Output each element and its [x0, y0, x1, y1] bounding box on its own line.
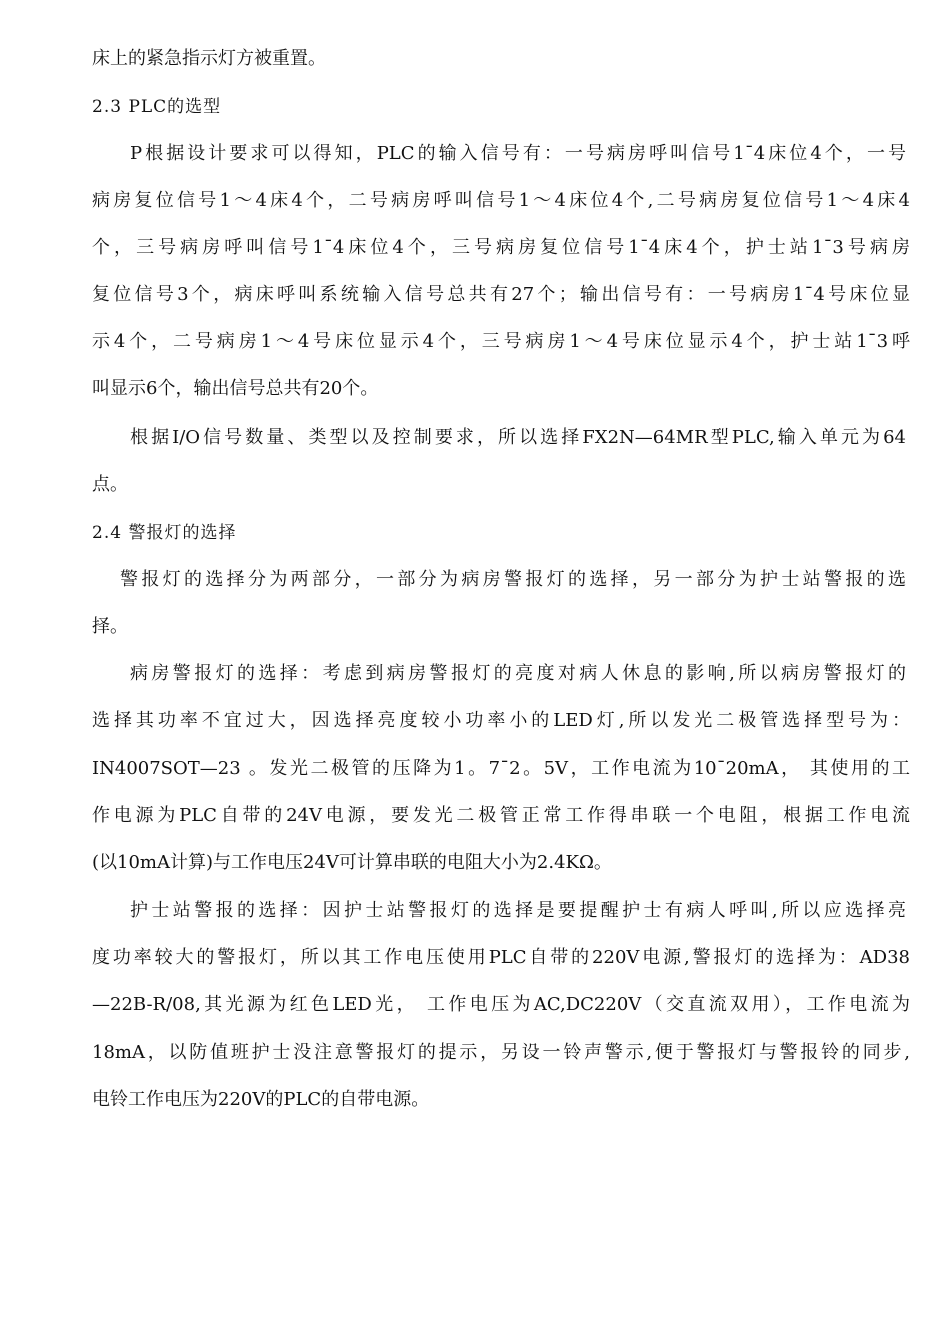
paragraph-line: P根据设计要求可以得知，PLC的输入信号有：一号病房呼叫信号1¯4床位4个，一号	[130, 143, 906, 164]
section-heading: 2.4 警报灯的选择	[92, 523, 237, 543]
paragraph-line: 选择其功率不宜过大，因选择亮度较小功率小的LED灯,所以发光二极管选择型号为：	[92, 710, 910, 731]
paragraph-line: 复位信号3个，病床呼叫系统输入信号总共有27个；输出信号有：一号病房1¯4号床位显	[92, 284, 910, 305]
paragraph-line: 择。	[92, 616, 128, 637]
paragraph-line: 根据I/O信号数量、类型以及控制要求，所以选择FX2N—64MR型PLC,输入单元为64	[130, 427, 906, 448]
paragraph-line: 个，三号病房呼叫信号1¯4床位4个，三号病房复位信号1¯4床4个，护士站1¯3号病房	[92, 237, 910, 258]
paragraph-line: IN4007SOT—23 。发光二极管的压降为1。7¯2。5V，工作电流为10¯20mA， 其使用的工	[92, 758, 910, 779]
paragraph-line: 作电源为PLC自带的24V电源，要发光二极管正常工作得串联一个电阻，根据工作电流	[92, 805, 910, 826]
paragraph-line: 病房复位信号1～4床4个，二号病房呼叫信号1～4床位4个,二号病房复位信号1～4床4	[92, 190, 910, 211]
paragraph-line: —22B-R/08,其光源为红色LED光， 工作电压为AC,DC220V（交直流双用），工作电流为	[92, 994, 910, 1015]
text-line: 床上的紧急指示灯方被重置。	[92, 48, 326, 69]
paragraph-line: 示4个，二号病房1～4号床位显示4个，三号病房1～4号床位显示4个，护士站1¯3呼	[92, 331, 910, 352]
paragraph-line: 度功率较大的警报灯，所以其工作电压使用PLC自带的220V电源,警报灯的选择为：AD38	[92, 947, 910, 968]
paragraph-line: 病房警报灯的选择：考虑到病房警报灯的亮度对病人休息的影响,所以病房警报灯的	[130, 663, 906, 684]
paragraph-line: 护士站警报的选择：因护士站警报灯的选择是要提醒护士有病人呼叫,所以应选择亮	[130, 900, 906, 921]
paragraph-line: 叫显示6个，输出信号总共有20个。	[92, 378, 379, 399]
paragraph-line: 警报灯的选择分为两部分，一部分为病房警报灯的选择，另一部分为护士站警报的选	[120, 569, 906, 590]
paragraph-line: 电铃工作电压为220V的PLC的自带电源。	[92, 1089, 430, 1110]
paragraph-line: (以10mA计算)与工作电压24V可计算串联的电阻大小为2.4KΩ。	[92, 852, 612, 873]
section-heading: 2.3 PLC的选型	[92, 97, 222, 117]
paragraph-line: 18mA，以防值班护士没注意警报灯的提示，另设一铃声警示,便于警报灯与警报铃的同步,	[92, 1042, 910, 1063]
paragraph-line: 点。	[92, 474, 128, 495]
